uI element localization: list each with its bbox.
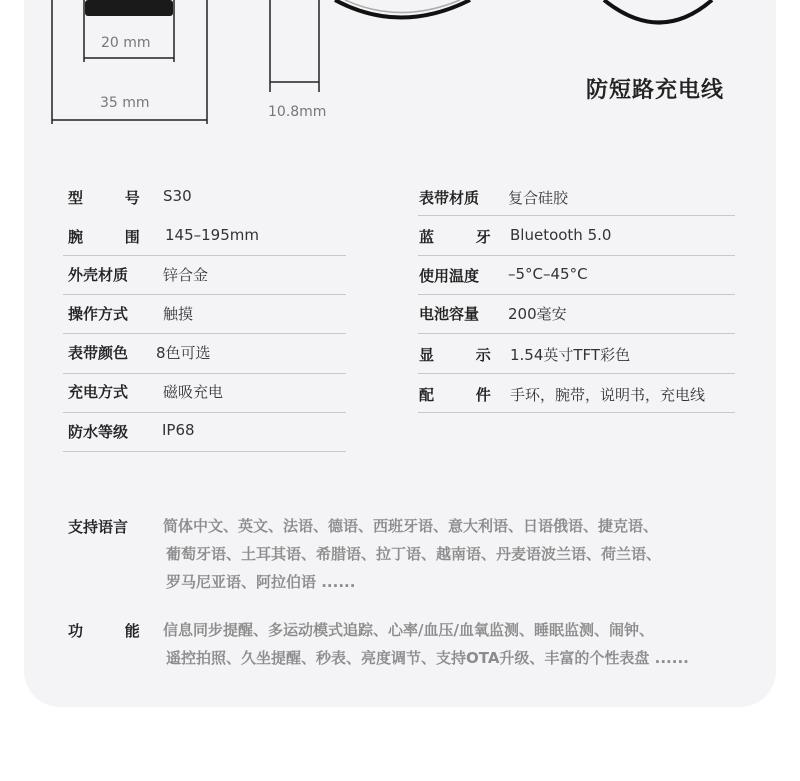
spec-label-waterproof: 防水等级: [68, 423, 129, 441]
spec-value-operation: 触摸: [163, 305, 194, 323]
inner-width-label: 20 mm: [101, 35, 151, 51]
spec-value-band-color: 8色可选: [156, 344, 211, 362]
spec-value-display: 1.54英寸TFT彩色: [510, 346, 631, 364]
divider: [63, 255, 346, 256]
spec-label-operation: 操作方式: [68, 305, 129, 323]
spec-value-bluetooth: Bluetooth 5.0: [510, 226, 612, 244]
languages-line: 罗马尼亚语、阿拉伯语 ......: [166, 573, 356, 591]
charger-loop-graphic: [604, 0, 712, 23]
divider: [63, 333, 346, 334]
languages-line: 简体中文、英文、法语、德语、西班牙语、意大利语、日语俄语、捷克语、: [163, 517, 659, 535]
spec-label-temperature: 使用温度: [419, 267, 480, 285]
divider: [418, 215, 735, 216]
divider: [418, 255, 735, 256]
divider: [418, 294, 735, 295]
spec-label-case-material: 外壳材质: [68, 266, 129, 284]
spec-value-battery: 200毫安: [508, 305, 567, 323]
spec-label-model: 型 号: [68, 189, 140, 207]
divider: [63, 412, 346, 413]
divider: [418, 333, 735, 334]
spec-value-accessories: 手环，腕带，说明书，充电线: [510, 386, 706, 404]
functions-line: 遥控拍照、久坐提醒、秒表、亮度调节、支持OTA升级、丰富的个性表盘 ......: [166, 649, 689, 667]
spec-label-charging: 充电方式: [68, 383, 129, 401]
divider: [418, 373, 735, 374]
cable-loop-graphic: [335, 0, 470, 18]
spec-value-wrist: 145–195mm: [165, 226, 259, 244]
spec-value-temperature: –5°C–45°C: [508, 265, 588, 283]
spec-label-wrist: 腕 围: [68, 228, 140, 246]
divider: [418, 412, 735, 413]
outer-width-label: 35 mm: [100, 95, 150, 111]
spec-label-display: 显 示: [419, 346, 491, 364]
spec-value-waterproof: IP68: [162, 421, 195, 439]
spec-label-battery: 电池容量: [419, 305, 480, 323]
spec-label-accessories: 配 件: [419, 386, 491, 404]
dimension-drawing: [0, 0, 800, 140]
divider: [63, 373, 346, 374]
functions-list: [163, 616, 689, 672]
languages-label: 支持语言: [68, 518, 129, 536]
functions-line: 信息同步提醒、多运动模式追踪、心率/血压/血氧监测、睡眠监测、闹钟、: [163, 621, 654, 639]
spec-value-band-material: 复合硅胶: [508, 189, 569, 207]
spec-label-band-color: 表带颜色: [68, 344, 129, 362]
watch-body-graphic: [85, 0, 173, 16]
languages-line: 葡萄牙语、土耳其语、希腊语、拉丁语、越南语、丹麦语波兰语、荷兰语、: [166, 545, 662, 563]
spec-value-model: S30: [163, 187, 192, 205]
spec-label-band-material: 表带材质: [419, 189, 480, 207]
spec-label-bluetooth: 蓝 牙: [419, 228, 491, 246]
divider: [63, 451, 346, 452]
functions-label: 功 能: [68, 622, 140, 640]
spec-value-case-material: 锌合金: [163, 266, 209, 284]
spec-value-charging: 磁吸充电: [163, 383, 224, 401]
cable-title: 防短路充电线: [586, 78, 725, 103]
thickness-label: 10.8mm: [268, 104, 327, 120]
languages-list: [163, 512, 661, 596]
divider: [63, 294, 346, 295]
